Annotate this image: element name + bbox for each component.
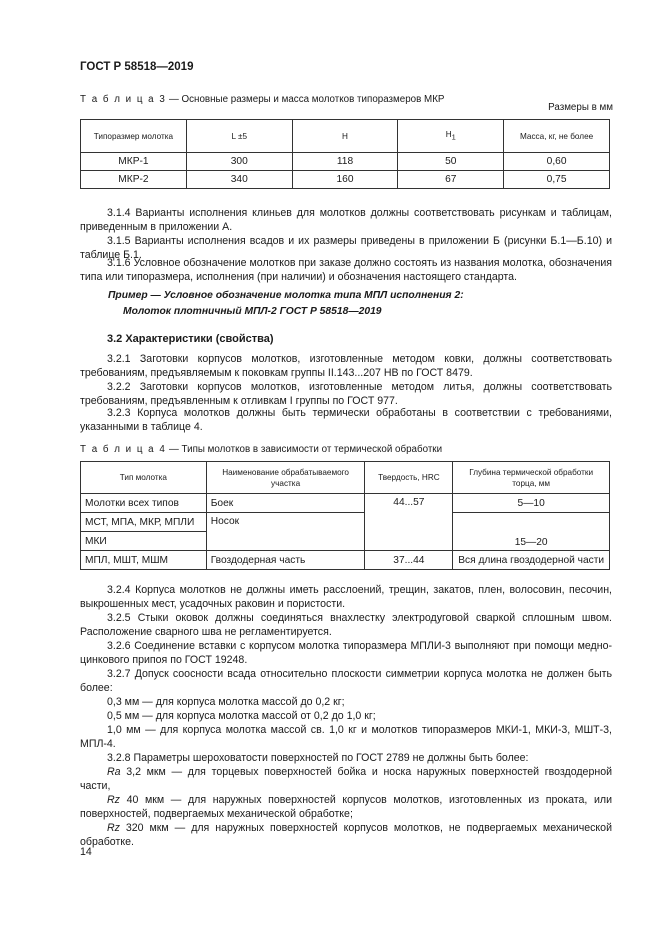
paragraph-3-2-2: 3.2.2 Заготовки корпусов молотков, изготовленные методом литья, должны соответствовать требованиям, предъявленным к отливкам I группы по ГОСТ 977. [80, 381, 612, 408]
table3-caption [80, 94, 444, 105]
table-row [81, 494, 610, 513]
ra-text: 3,2 мкм — для торцевых поверхностей бойка и носка наружных поверхностей гвоздодерной части, [80, 766, 612, 793]
paragraph-3-2-7-item-1: 0,3 мм — для корпуса молотка массой до 0,2 кг; [107, 696, 345, 708]
table-cell: 340 [186, 171, 292, 189]
table-cell: 37...44 [365, 551, 453, 570]
table4-header-row [81, 462, 610, 494]
rz-label: Rz [107, 794, 120, 806]
paragraph-3-2-5: 3.2.5 Стыки оковок должны соединяться внахлестку электродуговой сваркой сплошным швом. Расположение сварного шва не регламентируется. [80, 612, 612, 639]
table3-header-cell: L ±5 [186, 120, 292, 153]
table3-header-cell: Типоразмер молотка [81, 120, 187, 153]
roughness-rz320-item [80, 821, 612, 849]
table-cell: Боек [206, 494, 365, 513]
ra-label: Ra [107, 766, 121, 778]
table-cell: МСТ, МПА, МКР, МПЛИ [81, 513, 207, 532]
roughness-ra-item [80, 765, 612, 793]
table4-caption-text: — Типы молотков в зависимости от термической обработки [166, 444, 443, 455]
table-cell: 44...57 [365, 494, 453, 551]
section-title-3-2: 3.2 Характеристики (свойства) [107, 333, 274, 345]
document-header: ГОСТ Р 58518—2019 [80, 61, 194, 73]
table3-header-cell: H [292, 120, 398, 153]
table3-header-cell: H1 [398, 120, 504, 153]
table-cell: МКР-1 [81, 153, 187, 171]
table-cell: Гвоздодерная часть [206, 551, 365, 570]
table3-caption-text: — Основные размеры и масса молотков типоразмеров МКР [166, 94, 445, 105]
paragraph-3-2-4: 3.2.4 Корпуса молотков не должны иметь расслоений, трещин, закатов, плен, волосовин, песочин, выкрошенных мест, усадочных раковин и пористости. [80, 584, 612, 611]
table-cell: 160 [292, 171, 398, 189]
table4-header-cell: Твердость, HRC [365, 462, 453, 494]
paragraph-3-2-6: 3.2.6 Соединение вставки с корпусом молотка типоразмера МПЛИ-3 выполняют при помощи медно-цинкового припоя по ГОСТ 19248. [80, 640, 612, 667]
table3-header-cell: Масса, кг, не более [504, 120, 610, 153]
table4-caption [80, 444, 442, 455]
paragraph-3-2-1: 3.2.1 Заготовки корпусов молотков, изготовленные методом ковки, должны соответствовать требованиям, предъявляемым к поковкам группы II.143...207 НВ по ГОСТ 8479. [80, 353, 612, 380]
table-cell: Молотки всех типов [81, 494, 207, 513]
table4-header-cell: Тип молотка [81, 462, 207, 494]
paragraph-3-2-7-item-3: 1,0 мм — для корпуса молотка массой св. 1,0 кг и молотков типоразмеров МКИ-1, МКИ-3, МШТ-3, МПЛ-4. [80, 724, 612, 751]
table-row [81, 551, 610, 570]
paragraph-3-2-8: 3.2.8 Параметры шероховатости поверхностей по ГОСТ 2789 не должны быть более: [107, 752, 529, 764]
table-cell: 300 [186, 153, 292, 171]
table-cell: МКР-2 [81, 171, 187, 189]
table3-header-row [81, 120, 610, 153]
rz320-text: 320 мкм — для наружных поверхностей корпусов молотков, не подвергаемых механической обработке. [80, 822, 612, 849]
table-cell: 118 [292, 153, 398, 171]
table-cell: 0,75 [504, 171, 610, 189]
paragraph-3-2-7: 3.2.7 Допуск соосности всада относительно плоскости симметрии корпуса молотка не должен быть более: [80, 668, 612, 695]
page-number: 14 [80, 846, 92, 858]
paragraph-3-1-4: 3.1.4 Варианты исполнения клиньев для молотков должны соответствовать рисункам и таблицам, приведенным в приложении А. [80, 207, 612, 234]
table4-caption-label: Т а б л и ц а 4 [80, 444, 167, 455]
table-cell: 67 [398, 171, 504, 189]
table4-header-cell: Глубина термической обработки торца, мм [453, 462, 610, 494]
table-row [81, 153, 610, 171]
example-line-1: Пример — Условное обозначение молотка типа МПЛ исполнения 2: [108, 290, 464, 301]
table3 [80, 119, 610, 189]
paragraph-3-1-6: 3.1.6 Условное обозначение молотков при заказе должно состоять из названия молотка, обозначения типа или типоразмера, исполнения (при наличии) и обозначения настоящего стандарта. [80, 257, 612, 284]
example-line-2: Молоток плотничный МПЛ-2 ГОСТ Р 58518—2019 [123, 306, 382, 317]
table-cell: МКИ [81, 532, 207, 551]
table-cell: Вся длина гвоздодерной части [453, 551, 610, 570]
roughness-rz40-item [80, 793, 612, 821]
table4-header-cell: Наименование обрабатываемого участка [206, 462, 365, 494]
table3-units: Размеры в мм [548, 102, 613, 113]
table-cell: 5—10 [453, 494, 610, 513]
table-cell: 15—20 [453, 513, 610, 551]
rz40-text: 40 мкм — для наружных поверхностей корпусов молотков, изготовленных из проката, или поверхностей, подвергаемых механической обработке; [80, 794, 612, 821]
subscript-one: 1 [451, 132, 456, 142]
table-cell: 50 [398, 153, 504, 171]
table4 [80, 461, 610, 570]
table-cell: 0,60 [504, 153, 610, 171]
paragraph-3-2-7-item-2: 0,5 мм — для корпуса молотка массой от 0,2 до 1,0 кг; [107, 710, 376, 722]
table-row [81, 513, 610, 532]
rz-label: Rz [107, 822, 120, 834]
table-cell: Носок [206, 513, 365, 551]
paragraph-3-1-5: 3.1.5 Варианты исполнения всадов и их размеры приведены в приложении Б (рисунки Б.1—Б.10) и таблице Б.1. [80, 235, 612, 262]
table3-caption-label: Т а б л и ц а 3 [80, 94, 167, 105]
paragraph-3-2-3: 3.2.3 Корпуса молотков должны быть термически обработаны в соответствии с требованиями, указанными в таблице 4. [80, 407, 612, 434]
table-row [81, 171, 610, 189]
table-cell: МПЛ, МШТ, МШМ [81, 551, 207, 570]
